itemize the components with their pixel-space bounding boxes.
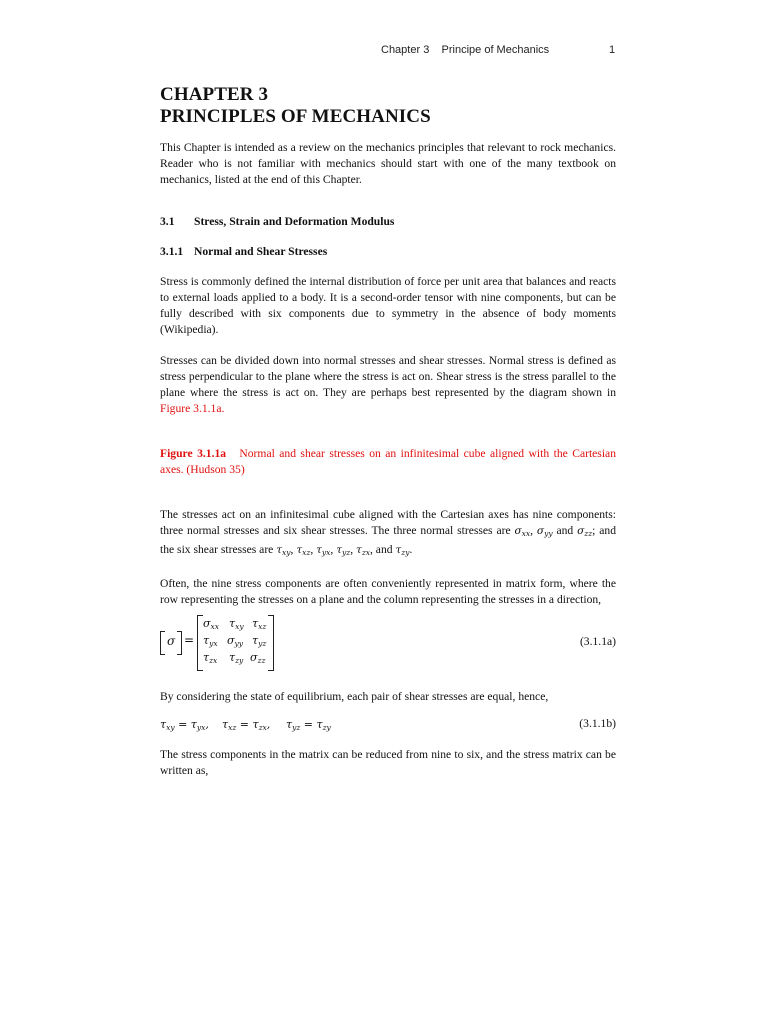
matrix-symbol-sigma: σ (167, 634, 176, 648)
equation-number: (3.1.1a) (579, 635, 616, 648)
page-number: 1 (609, 44, 616, 56)
main-content (160, 84, 616, 779)
paragraph-text: Stresses can be divided down into normal stresses and shear stresses. Normal stress is defined as stress perpendicular to the plane where the stress is act on. Shear stress is the stress parallel to the plane where the stress is act on. They are perhaps best represented by the diagram shown in (160, 354, 616, 399)
conjunction: and (552, 524, 578, 537)
shear-equality-xz: $\tau_{xz} = \tau_{zx}$, (222, 718, 271, 732)
paragraph-stress-definition: Stress is commonly defined the internal distribution of force per unit area that balances and reacts to external loads applied to a body. It is a second-order tensor with nine components, but can be fully described with six components due to symmetry in the absence of body moments (Wikipedia). (160, 275, 616, 336)
matrix-cell-tau-yx: $\tau_{yx}$ (203, 634, 218, 648)
paragraph-matrix-form: Often, the nine stress components are often conveniently represented in matrix form, where the row representing the stresses on a plane and the column representing the stresses in a direction, (160, 577, 616, 606)
sigma-xx: $\sigma_{xx}$ (514, 525, 531, 538)
matrix-cell-sigma-yy: $\sigma_{yy}$ (227, 634, 243, 648)
chapter-title: PRINCIPLES OF MECHANICS (160, 106, 431, 127)
tau-yz: $\tau_{yz}$ (336, 544, 351, 557)
shear-equality-xy: $\tau_{xy} = \tau_{yx}$, (160, 718, 209, 732)
paragraph-equilibrium: By considering the state of equilibrium, each pair of shear stresses are equal, hence, (160, 690, 549, 703)
matrix-cell-tau-zx: $\tau_{zx}$ (203, 651, 218, 665)
shear-equality-yz: $\tau_{yz} = \tau_{zy}$ (286, 718, 331, 732)
section-number: 3.1 (160, 215, 175, 228)
figure-caption (160, 446, 616, 478)
chapter-number: CHAPTER 3 (160, 84, 269, 105)
tau-zx: $\tau_{zx}$ (356, 544, 370, 557)
paragraph-text: ; and the six shear stresses are (160, 524, 616, 556)
matrix-cell-tau-xy: $\tau_{xy}$ (229, 617, 244, 631)
equation-number: (3.1.1b) (579, 717, 616, 730)
conjunction: , and (370, 543, 396, 556)
matrix-cell-tau-zy: $\tau_{zy}$ (229, 651, 244, 665)
tau-xz: $\tau_{xz}$ (296, 544, 311, 557)
matrix-cell-sigma-zz: $\sigma_{zz}$ (250, 651, 266, 665)
paragraph-stress-components: The stresses act on an infinitesimal cube aligned with the Cartesian axes has nine components: three normal stresses and six shear stresses. The three normal stresses are $\sigma_{xx}$, $\sigma_{yy}$ and $\sigma_{zz}$; and the six shear stresses are $\tau_{xy}$, $\tau_{xz}$, $\tau_{yx}$, $\tau_{yz}$, $\tau_{zx}$, and $\tau_{zy}$. (160, 508, 616, 557)
section-heading-3-1 (160, 214, 616, 230)
matrix-cell-sigma-xx: $\sigma_{xx}$ (203, 617, 219, 631)
equals-sign: = (184, 633, 195, 647)
figure-caption-text: Normal and shear stresses on an infinitesimal cube aligned with the Cartesian axes. (Hudson 35) (160, 447, 616, 476)
sigma-zz: $\sigma_{zz}$ (577, 525, 593, 538)
sigma-yy: $\sigma_{yy}$ (536, 525, 553, 538)
running-header (0, 44, 768, 60)
paragraph-text: The stresses act on an infinitesimal cube aligned with the Cartesian axes has nine components: three normal stresses and six shear stresses. The three normal stresses are (160, 508, 616, 537)
equation-3-1-1b (160, 717, 616, 735)
paragraph-reduced-matrix: The stress components in the matrix can be reduced from nine to six, and the stress matrix can be written as, (160, 748, 616, 777)
tau-zy: $\tau_{zy}$ (395, 544, 410, 557)
paragraph-normal-shear (160, 353, 616, 417)
section-title: Normal and Shear Stresses (194, 245, 328, 258)
matrix-cell-tau-yz: $\tau_{yz}$ (252, 634, 267, 648)
section-title: Stress, Strain and Deformation Modulus (194, 215, 395, 228)
tau-yx: $\tau_{yx}$ (316, 544, 331, 557)
section-number: 3.1.1 (160, 245, 184, 258)
tau-xy: $\tau_{xy}$ (276, 544, 291, 557)
equation-3-1-1a (160, 617, 616, 675)
section-heading-3-1-1 (160, 244, 616, 260)
figure-label: Figure 3.1.1a (160, 447, 227, 460)
header-title: Chapter 3 Principe of Mechanics (381, 44, 550, 56)
figure-link[interactable]: Figure 3.1.1a. (160, 402, 225, 415)
intro-paragraph: This Chapter is intended as a review on the mechanics principles that relevant to rock mechanics. Reader who is not familiar with mechanics should start with one of the many textbook on mechanics, listed at the end of this Chapter. (160, 141, 616, 186)
matrix-cell-tau-xz: $\tau_{xz}$ (252, 617, 267, 631)
